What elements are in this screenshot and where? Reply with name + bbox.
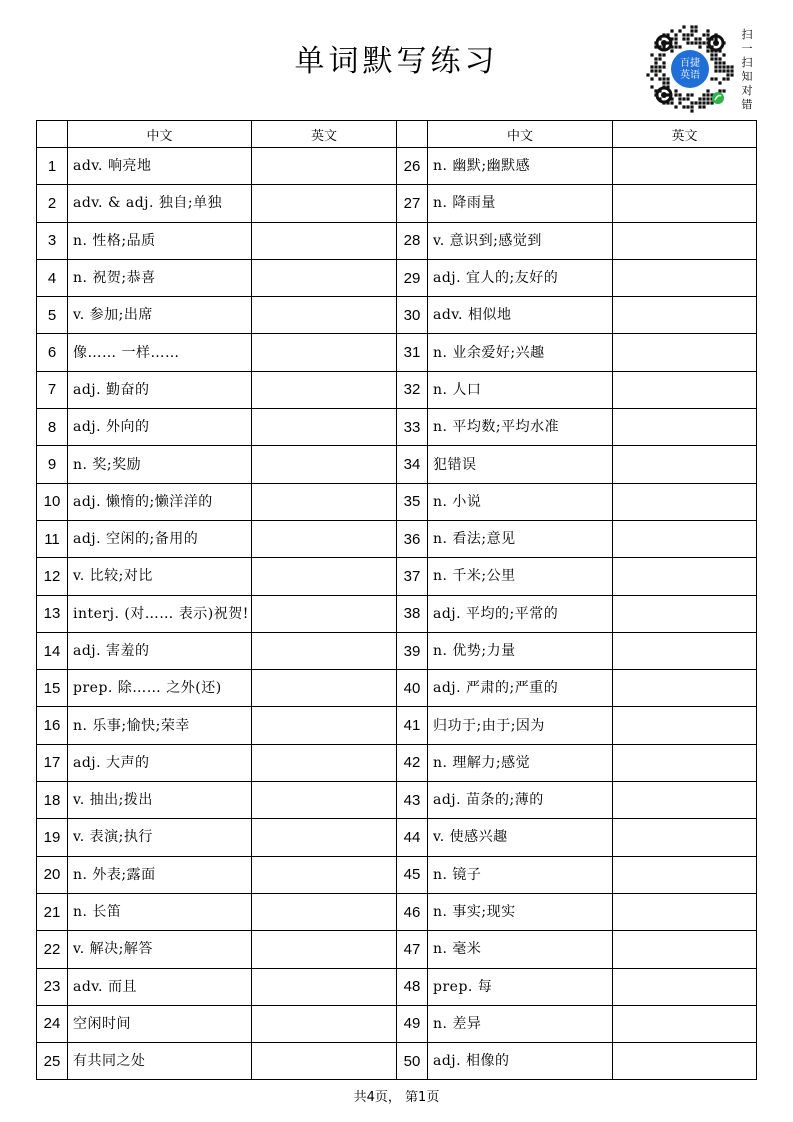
- chinese-meaning: adj. 外向的: [68, 409, 252, 446]
- chinese-meaning: n. 事实;现实: [428, 893, 613, 930]
- table-row: [37, 595, 757, 632]
- table-row: [37, 185, 757, 222]
- item-number: 20: [37, 856, 68, 893]
- header-chinese: 中文: [68, 121, 252, 148]
- chinese-meaning: n. 小说: [428, 483, 613, 520]
- chinese-meaning: adj. 空闲的;备用的: [68, 520, 252, 557]
- english-answer-cell[interactable]: [252, 446, 397, 483]
- english-answer-cell[interactable]: [252, 744, 397, 781]
- table-row: [37, 744, 757, 781]
- english-answer-cell[interactable]: [613, 931, 757, 968]
- item-number: 36: [397, 520, 428, 557]
- english-answer-cell[interactable]: [252, 558, 397, 595]
- chinese-meaning: adj. 相像的: [428, 1043, 613, 1080]
- item-number: 16: [37, 707, 68, 744]
- qr-badge-line1: 百捷: [680, 58, 700, 69]
- table-row: [37, 371, 757, 408]
- english-answer-cell[interactable]: [252, 409, 397, 446]
- table-row: [37, 856, 757, 893]
- item-number: 6: [37, 334, 68, 371]
- item-number: 22: [37, 931, 68, 968]
- english-answer-cell[interactable]: [613, 856, 757, 893]
- english-answer-cell[interactable]: [252, 670, 397, 707]
- english-answer-cell[interactable]: [252, 259, 397, 296]
- english-answer-cell[interactable]: [613, 334, 757, 371]
- table-row: [37, 707, 757, 744]
- qr-code[interactable]: [646, 25, 734, 113]
- qr-caption-char: 一: [741, 42, 753, 55]
- qr-caption-char: 扫: [741, 28, 753, 41]
- english-answer-cell[interactable]: [252, 1043, 397, 1080]
- english-answer-cell[interactable]: [252, 632, 397, 669]
- item-number: 13: [37, 595, 68, 632]
- chinese-meaning: v. 表演;执行: [68, 819, 252, 856]
- chinese-meaning: adj. 害羞的: [68, 632, 252, 669]
- item-number: 33: [397, 409, 428, 446]
- item-number: 48: [397, 968, 428, 1005]
- chinese-meaning: prep. 除…… 之外(还): [68, 670, 252, 707]
- item-number: 47: [397, 931, 428, 968]
- chinese-meaning: adj. 苗条的;薄的: [428, 782, 613, 819]
- chinese-meaning: n. 幽默;幽默感: [428, 148, 613, 185]
- table-row: [37, 334, 757, 371]
- english-answer-cell[interactable]: [613, 819, 757, 856]
- item-number: 5: [37, 297, 68, 334]
- chinese-meaning: adj. 懒惰的;懒洋洋的: [68, 483, 252, 520]
- item-number: 45: [397, 856, 428, 893]
- english-answer-cell[interactable]: [613, 744, 757, 781]
- table-header-row: [37, 121, 757, 148]
- qr-caption-char: 错: [741, 98, 753, 111]
- chinese-meaning: n. 长笛: [68, 893, 252, 930]
- chinese-meaning: adv. 响亮地: [68, 148, 252, 185]
- english-answer-cell[interactable]: [613, 259, 757, 296]
- item-number: 23: [37, 968, 68, 1005]
- chinese-meaning: n. 外表;露面: [68, 856, 252, 893]
- qr-caption-char: 知: [741, 70, 753, 83]
- chinese-meaning: n. 乐事;愉快;荣幸: [68, 707, 252, 744]
- english-answer-cell[interactable]: [252, 520, 397, 557]
- table-row: [37, 222, 757, 259]
- chinese-meaning: adj. 大声的: [68, 744, 252, 781]
- item-number: 25: [37, 1043, 68, 1080]
- chinese-meaning: n. 镜子: [428, 856, 613, 893]
- chinese-meaning: n. 千米;公里: [428, 558, 613, 595]
- page-footer: 共4页， 第1页: [353, 1090, 440, 1105]
- item-number: 2: [37, 185, 68, 222]
- english-answer-cell[interactable]: [613, 185, 757, 222]
- english-answer-cell[interactable]: [613, 782, 757, 819]
- item-number: 39: [397, 632, 428, 669]
- chinese-meaning: v. 参加;出席: [68, 297, 252, 334]
- english-answer-cell[interactable]: [252, 1005, 397, 1042]
- chinese-meaning: adj. 勤奋的: [68, 371, 252, 408]
- table-row: [37, 148, 757, 185]
- chinese-meaning: v. 意识到;感觉到: [428, 222, 613, 259]
- english-answer-cell[interactable]: [613, 371, 757, 408]
- item-number: 37: [397, 558, 428, 595]
- mini-program-icon: [712, 92, 724, 104]
- page-title: 单词默写练习: [294, 44, 499, 79]
- chinese-meaning: n. 差异: [428, 1005, 613, 1042]
- chinese-meaning: n. 业余爱好;兴趣: [428, 334, 613, 371]
- table-row: [37, 446, 757, 483]
- qr-badge-line2: 英语: [680, 70, 700, 81]
- qr-caption-char: 对: [741, 84, 753, 97]
- english-answer-cell[interactable]: [252, 782, 397, 819]
- english-answer-cell[interactable]: [252, 483, 397, 520]
- english-answer-cell[interactable]: [613, 409, 757, 446]
- vocabulary-table: [36, 120, 757, 1080]
- header-blank: [37, 121, 68, 148]
- english-answer-cell[interactable]: [613, 520, 757, 557]
- qr-caption-char: 扫: [741, 56, 753, 69]
- header-chinese: 中文: [428, 121, 613, 148]
- item-number: 42: [397, 744, 428, 781]
- item-number: 35: [397, 483, 428, 520]
- item-number: 17: [37, 744, 68, 781]
- english-answer-cell[interactable]: [613, 707, 757, 744]
- chinese-meaning: adv. & adj. 独自;单独: [68, 185, 252, 222]
- chinese-meaning: 犯错误: [428, 446, 613, 483]
- item-number: 26: [397, 148, 428, 185]
- english-answer-cell[interactable]: [252, 222, 397, 259]
- english-answer-cell[interactable]: [613, 297, 757, 334]
- english-answer-cell[interactable]: [252, 371, 397, 408]
- table-row: [37, 297, 757, 334]
- item-number: 29: [397, 259, 428, 296]
- english-answer-cell[interactable]: [613, 483, 757, 520]
- item-number: 50: [397, 1043, 428, 1080]
- chinese-meaning: 空闲时间: [68, 1005, 252, 1042]
- chinese-meaning: n. 平均数;平均水准: [428, 409, 613, 446]
- english-answer-cell[interactable]: [613, 148, 757, 185]
- chinese-meaning: n. 理解力;感觉: [428, 744, 613, 781]
- qr-pattern: [646, 25, 734, 113]
- item-number: 41: [397, 707, 428, 744]
- chinese-meaning: n. 奖;奖励: [68, 446, 252, 483]
- item-number: 15: [37, 670, 68, 707]
- english-answer-cell[interactable]: [252, 931, 397, 968]
- english-answer-cell[interactable]: [613, 446, 757, 483]
- item-number: 49: [397, 1005, 428, 1042]
- item-number: 27: [397, 185, 428, 222]
- item-number: 18: [37, 782, 68, 819]
- table-row: [37, 558, 757, 595]
- table-row: [37, 632, 757, 669]
- english-answer-cell[interactable]: [613, 222, 757, 259]
- item-number: 10: [37, 483, 68, 520]
- english-answer-cell[interactable]: [252, 334, 397, 371]
- item-number: 7: [37, 371, 68, 408]
- table-row: [37, 520, 757, 557]
- chinese-meaning: v. 使感兴趣: [428, 819, 613, 856]
- item-number: 11: [37, 520, 68, 557]
- english-answer-cell[interactable]: [252, 595, 397, 632]
- chinese-meaning: v. 解决;解答: [68, 931, 252, 968]
- english-answer-cell[interactable]: [613, 968, 757, 1005]
- chinese-meaning: 有共同之处: [68, 1043, 252, 1080]
- english-answer-cell[interactable]: [252, 819, 397, 856]
- chinese-meaning: n. 优势;力量: [428, 632, 613, 669]
- table-row: [37, 819, 757, 856]
- item-number: 12: [37, 558, 68, 595]
- english-answer-cell[interactable]: [252, 968, 397, 1005]
- table-row: [37, 893, 757, 930]
- item-number: 30: [397, 297, 428, 334]
- chinese-meaning: adj. 严肃的;严重的: [428, 670, 613, 707]
- chinese-meaning: 像…… 一样……: [68, 334, 252, 371]
- chinese-meaning: n. 性格;品质: [68, 222, 252, 259]
- chinese-meaning: adv. 而且: [68, 968, 252, 1005]
- english-answer-cell[interactable]: [252, 148, 397, 185]
- table-row: [37, 409, 757, 446]
- chinese-meaning: v. 抽出;拨出: [68, 782, 252, 819]
- item-number: 9: [37, 446, 68, 483]
- chinese-meaning: interj. (对…… 表示)祝贺!: [68, 595, 252, 632]
- item-number: 14: [37, 632, 68, 669]
- header-blank: [397, 121, 428, 148]
- table-row: [37, 670, 757, 707]
- english-answer-cell[interactable]: [613, 632, 757, 669]
- item-number: 31: [397, 334, 428, 371]
- chinese-meaning: n. 看法;意见: [428, 520, 613, 557]
- item-number: 38: [397, 595, 428, 632]
- english-answer-cell[interactable]: [613, 1043, 757, 1080]
- english-answer-cell[interactable]: [613, 558, 757, 595]
- chinese-meaning: adj. 宜人的;友好的: [428, 259, 613, 296]
- table-row: [37, 782, 757, 819]
- english-answer-cell[interactable]: [252, 856, 397, 893]
- chinese-meaning: 归功于;由于;因为: [428, 707, 613, 744]
- item-number: 46: [397, 893, 428, 930]
- chinese-meaning: n. 毫米: [428, 931, 613, 968]
- chinese-meaning: adj. 平均的;平常的: [428, 595, 613, 632]
- item-number: 1: [37, 148, 68, 185]
- item-number: 19: [37, 819, 68, 856]
- english-answer-cell[interactable]: [613, 893, 757, 930]
- table-row: [37, 968, 757, 1005]
- chinese-meaning: prep. 每: [428, 968, 613, 1005]
- english-answer-cell[interactable]: [613, 595, 757, 632]
- chinese-meaning: v. 比较;对比: [68, 558, 252, 595]
- chinese-meaning: adv. 相似地: [428, 297, 613, 334]
- english-answer-cell[interactable]: [252, 185, 397, 222]
- english-answer-cell[interactable]: [613, 1005, 757, 1042]
- item-number: 3: [37, 222, 68, 259]
- table-row: [37, 1005, 757, 1042]
- item-number: 28: [397, 222, 428, 259]
- table-row: [37, 483, 757, 520]
- header-english: 英文: [252, 121, 397, 148]
- item-number: 40: [397, 670, 428, 707]
- table-row: [37, 1043, 757, 1080]
- table-row: [37, 259, 757, 296]
- english-answer-cell[interactable]: [613, 670, 757, 707]
- english-answer-cell[interactable]: [252, 893, 397, 930]
- english-answer-cell[interactable]: [252, 707, 397, 744]
- english-answer-cell[interactable]: [252, 297, 397, 334]
- header-english: 英文: [613, 121, 757, 148]
- table-row: [37, 931, 757, 968]
- item-number: 43: [397, 782, 428, 819]
- item-number: 21: [37, 893, 68, 930]
- item-number: 32: [397, 371, 428, 408]
- qr-side-caption: [740, 28, 754, 112]
- item-number: 44: [397, 819, 428, 856]
- item-number: 24: [37, 1005, 68, 1042]
- chinese-meaning: n. 人口: [428, 371, 613, 408]
- item-number: 4: [37, 259, 68, 296]
- item-number: 8: [37, 409, 68, 446]
- item-number: 34: [397, 446, 428, 483]
- chinese-meaning: n. 降雨量: [428, 185, 613, 222]
- chinese-meaning: n. 祝贺;恭喜: [68, 259, 252, 296]
